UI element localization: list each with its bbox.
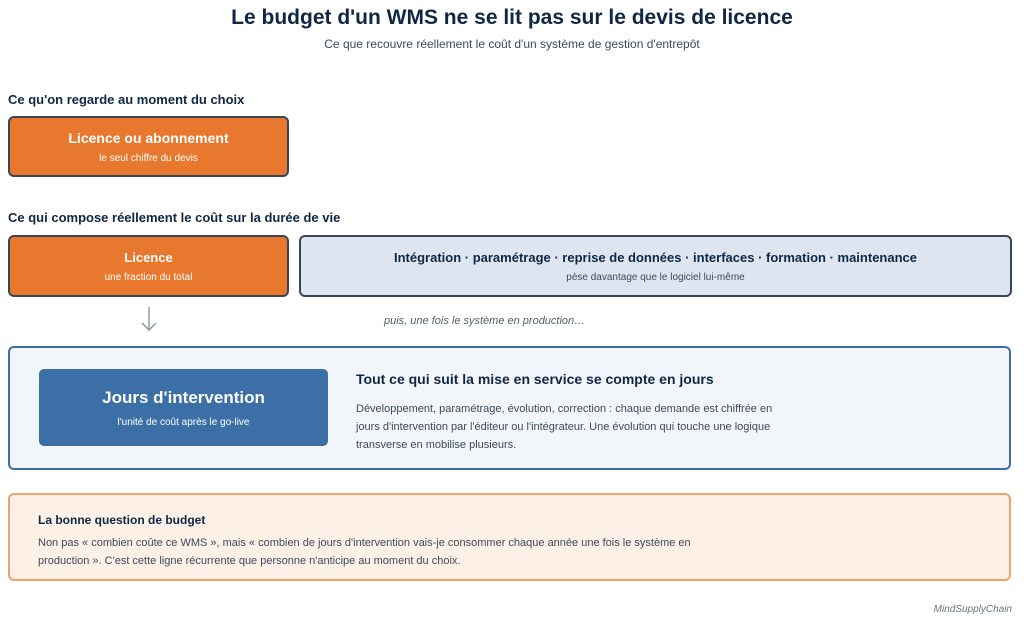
section-label-choice: Ce qu'on regarde au moment du choix [8,92,245,107]
section-label-lifetime: Ce qui compose réellement le coût sur la durée de vie [8,210,341,225]
footer-credit: MindSupplyChain [933,604,1012,615]
services-box [299,235,1012,297]
down-arrow-icon [139,306,159,332]
licence-subtitle: une fraction du total [104,271,193,283]
licence-box [8,235,289,297]
intervention-panel [8,346,1011,470]
jours-intervention-title: Jours d'intervention [102,387,265,407]
jours-intervention-subtitle: l'unité de coût après le go-live [117,416,250,428]
page-subtitle: Ce que recouvre réellement le coût d'un système de gestion d'entrepôt [324,37,700,51]
budget-question-callout [8,493,1011,581]
panel-heading: Tout ce qui suit la mise en service se compte en jours [356,371,714,387]
services-subtitle: pèse davantage que le logiciel lui-même [566,271,745,283]
page-title: Le budget d'un WMS ne se lit pas sur le devis de licence [231,6,793,29]
licence-title: Licence [124,249,173,265]
transition-note: puis, une fois le système en production… [384,315,586,327]
licence-subscription-subtitle: le seul chiffre du devis [99,152,198,164]
jours-intervention-card [39,369,328,446]
licence-subscription-box [8,116,289,177]
services-title: Intégration · paramétrage · reprise de données · interfaces · formation · maintenance [393,249,917,265]
callout-heading: La bonne question de budget [38,513,206,527]
licence-subscription-title: Licence ou abonnement [68,129,229,146]
callout-text: Non pas « combien coûte ce WMS », mais « combien de jours d'intervention vais-je consommer chaque année une fois le système en production ». C'est cette ligne récurrente que personne n'anticipe au moment du choix. [38,537,691,567]
panel-description: Développement, paramétrage, évolution, correction : chaque demande est chiffrée en jours d'intervention par l'éditeur ou l'intégrateur. Une évolution qui touche une logique transverse en mobilise plusieurs. [356,403,773,451]
